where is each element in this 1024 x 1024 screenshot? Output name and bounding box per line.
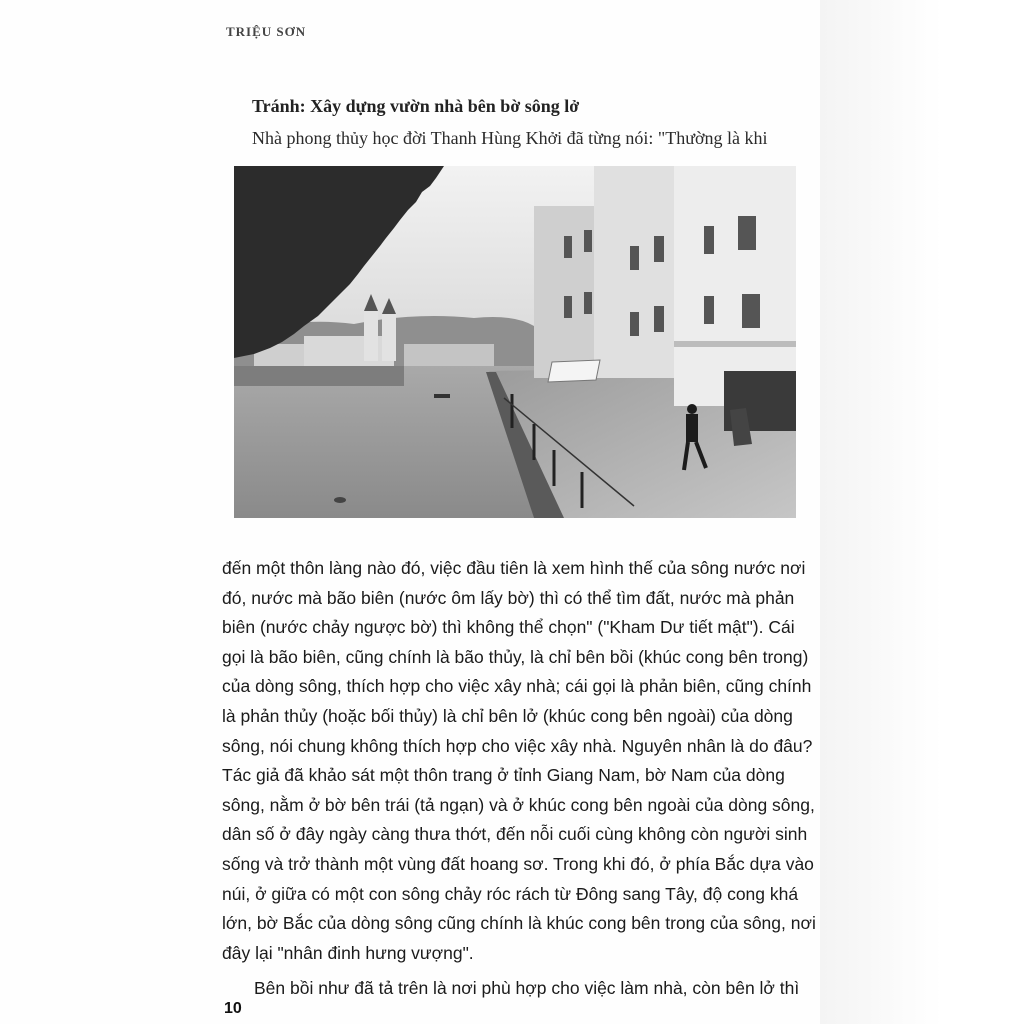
- body-line: là phản thủy (hoặc bối thủy) là chỉ bên lở (khúc cong bên ngoài) của dòng: [222, 705, 793, 726]
- body-line: núi, ở giữa có một con sông chảy róc rách từ Đông sang Tây, độ cong khá: [222, 883, 799, 904]
- body-line: gọi là bão biên, cũng chính là bão thủy, là chỉ bên bồi (khúc cong bên trong): [222, 646, 809, 667]
- body-line: sông, nói chung không thích hợp cho việc xây nhà. Nguyên nhân là do đâu?: [222, 735, 813, 756]
- body-line: dân số ở đây ngày càng thưa thớt, đến nỗi cuối cùng không còn người sinh: [222, 824, 808, 845]
- body-line: sông, nằm ở bờ bên trái (tả ngạn) và ở khúc cong bên ngoài của dòng sông,: [222, 794, 815, 815]
- body-line: lớn, bờ Bắc của dòng sông cũng chính là khúc cong bên trong của sông, nơi: [222, 913, 816, 934]
- body-line: đây lại "nhân đinh hưng vượng".: [222, 942, 474, 963]
- page-number: 10: [224, 1000, 242, 1017]
- photo-illustration: [234, 166, 796, 518]
- riverside-town-photo: [234, 166, 796, 518]
- section-heading: Tránh: Xây dựng vườn nhà bên bờ sông lở: [252, 96, 580, 116]
- body-line: sống và trở thành một vùng đất hoang sơ. Trong khi đó, ở phía Bắc dựa vào: [222, 853, 814, 874]
- body-line: đó, nước mà bão biên (nước ôm lấy bờ) thì có thể tìm đất, nước mà phản: [222, 587, 795, 608]
- body-line: đến một thôn làng nào đó, việc đầu tiên là xem hình thế của sông nước nơi: [222, 558, 806, 578]
- last-paragraph-line: Bên bồi như đã tả trên là nơi phù hợp cho việc làm nhà, còn bên lở thì: [254, 978, 800, 999]
- running-head: TRIỆU SƠN: [226, 24, 307, 39]
- body-line: của dòng sông, thích hợp cho việc xây nhà; cái gọi là phản biên, cũng chính: [222, 676, 812, 697]
- intro-line: Nhà phong thủy học đời Thanh Hùng Khởi đã từng nói: "Thường là khi: [252, 128, 768, 148]
- body-text: [222, 554, 820, 1004]
- page-edge-shadow: [820, 0, 1024, 1024]
- body-line: biên (nước chảy ngược bờ) thì không thể chọn" ("Kham Dư tiết mật"). Cái: [222, 617, 795, 638]
- body-line: Tác giả đã khảo sát một thôn trang ở tỉnh Giang Nam, bờ Nam của dòng: [222, 765, 785, 786]
